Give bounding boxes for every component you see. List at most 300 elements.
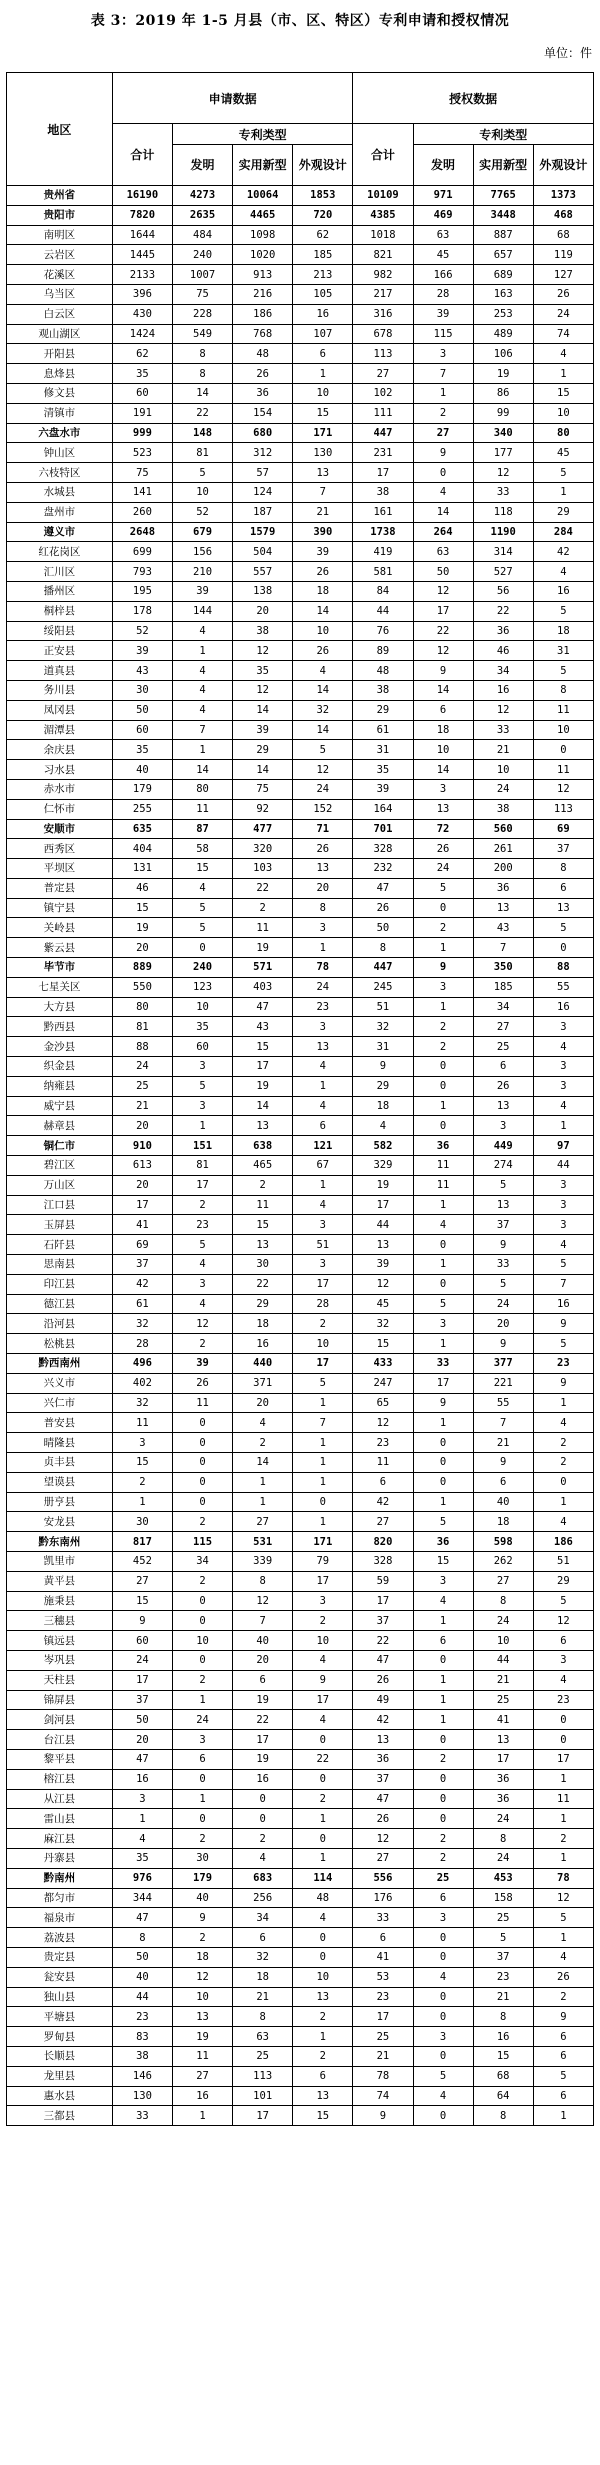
grant-utility-cell: 10 — [473, 1631, 533, 1651]
grant-invention-cell: 18 — [413, 720, 473, 740]
app-invention-cell: 26 — [172, 1373, 232, 1393]
app-utility-cell: 4465 — [233, 205, 293, 225]
grant-design-cell: 17 — [533, 1749, 593, 1769]
grant-utility-cell: 340 — [473, 423, 533, 443]
app-design-cell: 1 — [293, 1472, 353, 1492]
grant-total-cell: 38 — [353, 680, 413, 700]
app-total-cell: 496 — [112, 1354, 172, 1374]
app-total-cell: 131 — [112, 859, 172, 879]
grant-invention-cell: 0 — [413, 1274, 473, 1294]
grant-design-cell: 6 — [533, 2027, 593, 2047]
app-invention-cell: 3 — [172, 1096, 232, 1116]
region-name-cell: 正安县 — [7, 641, 113, 661]
grant-utility-cell: 8 — [473, 1591, 533, 1611]
grant-invention-cell: 4 — [413, 482, 473, 502]
grant-utility-cell: 21 — [473, 1670, 533, 1690]
app-invention-cell: 1 — [172, 641, 232, 661]
app-invention-cell: 2 — [172, 1670, 232, 1690]
grant-design-cell: 42 — [533, 542, 593, 562]
app-total-cell: 21 — [112, 1096, 172, 1116]
region-name-cell: 荔波县 — [7, 1928, 113, 1948]
grant-invention-cell: 0 — [413, 1987, 473, 2007]
grant-total-cell: 1018 — [353, 225, 413, 245]
table-row — [7, 364, 594, 384]
table-row-city-total — [7, 1136, 594, 1156]
grant-total-cell: 39 — [353, 779, 413, 799]
grant-total-cell: 161 — [353, 502, 413, 522]
header-grant-patent-type: 专利类型 — [413, 124, 594, 145]
grant-invention-cell: 11 — [413, 1175, 473, 1195]
app-total-cell: 60 — [112, 720, 172, 740]
grant-utility-cell: 37 — [473, 1947, 533, 1967]
table-row — [7, 601, 594, 621]
app-utility-cell: 1 — [233, 1492, 293, 1512]
region-name-cell: 水城县 — [7, 482, 113, 502]
app-invention-cell: 0 — [172, 1413, 232, 1433]
grant-total-cell: 328 — [353, 839, 413, 859]
grant-invention-cell: 50 — [413, 562, 473, 582]
app-total-cell: 15 — [112, 1591, 172, 1611]
table-row — [7, 443, 594, 463]
table-row-city-total — [7, 819, 594, 839]
app-design-cell: 24 — [293, 977, 353, 997]
app-total-cell: 75 — [112, 463, 172, 483]
app-utility-cell: 320 — [233, 839, 293, 859]
app-utility-cell: 18 — [233, 1314, 293, 1334]
table-row — [7, 1730, 594, 1750]
grant-total-cell: 328 — [353, 1551, 413, 1571]
grant-design-cell: 12 — [533, 1611, 593, 1631]
grant-total-cell: 447 — [353, 958, 413, 978]
app-total-cell: 889 — [112, 958, 172, 978]
region-name-cell: 望谟县 — [7, 1472, 113, 1492]
table-row — [7, 1749, 594, 1769]
grant-utility-cell: 350 — [473, 958, 533, 978]
grant-utility-cell: 21 — [473, 1987, 533, 2007]
app-design-cell: 390 — [293, 522, 353, 542]
app-total-cell: 41 — [112, 1215, 172, 1235]
app-invention-cell: 4 — [172, 661, 232, 681]
region-name-cell: 威宁县 — [7, 1096, 113, 1116]
region-name-cell: 大方县 — [7, 997, 113, 1017]
grant-invention-cell: 0 — [413, 1057, 473, 1077]
grant-total-cell: 12 — [353, 1413, 413, 1433]
grant-design-cell: 4 — [533, 1512, 593, 1532]
app-design-cell: 23 — [293, 997, 353, 1017]
region-name-cell: 平坝区 — [7, 859, 113, 879]
grant-invention-cell: 39 — [413, 304, 473, 324]
app-invention-cell: 1 — [172, 1789, 232, 1809]
app-total-cell: 20 — [112, 1730, 172, 1750]
app-utility-cell: 1 — [233, 1472, 293, 1492]
table-row — [7, 918, 594, 938]
grant-invention-cell: 33 — [413, 1354, 473, 1374]
grant-invention-cell: 25 — [413, 1868, 473, 1888]
grant-total-cell: 47 — [353, 1789, 413, 1809]
app-design-cell: 121 — [293, 1136, 353, 1156]
grant-total-cell: 44 — [353, 1215, 413, 1235]
grant-invention-cell: 7 — [413, 364, 473, 384]
app-total-cell: 817 — [112, 1532, 172, 1552]
app-design-cell: 6 — [293, 344, 353, 364]
table-row — [7, 1710, 594, 1730]
grant-total-cell: 47 — [353, 1650, 413, 1670]
app-design-cell: 2 — [293, 1314, 353, 1334]
header-grant: 授权数据 — [353, 73, 594, 124]
region-name-cell: 黔西县 — [7, 1017, 113, 1037]
app-design-cell: 171 — [293, 1532, 353, 1552]
grant-utility-cell: 253 — [473, 304, 533, 324]
grant-utility-cell: 20 — [473, 1314, 533, 1334]
grant-invention-cell: 4 — [413, 1967, 473, 1987]
app-utility-cell: 312 — [233, 443, 293, 463]
app-utility-cell: 440 — [233, 1354, 293, 1374]
grant-design-cell: 2 — [533, 1987, 593, 2007]
grant-design-cell: 11 — [533, 700, 593, 720]
grant-design-cell: 44 — [533, 1156, 593, 1176]
grant-design-cell: 51 — [533, 1551, 593, 1571]
grant-design-cell: 10 — [533, 403, 593, 423]
grant-invention-cell: 3 — [413, 344, 473, 364]
app-total-cell: 35 — [112, 740, 172, 760]
table-row — [7, 1037, 594, 1057]
region-name-cell: 石阡县 — [7, 1235, 113, 1255]
table-row-city-total — [7, 1532, 594, 1552]
app-invention-cell: 549 — [172, 324, 232, 344]
grant-total-cell: 36 — [353, 1749, 413, 1769]
grant-total-cell: 17 — [353, 2007, 413, 2027]
table-row — [7, 463, 594, 483]
app-total-cell: 19 — [112, 918, 172, 938]
grant-invention-cell: 1 — [413, 1611, 473, 1631]
app-total-cell: 35 — [112, 1848, 172, 1868]
app-total-cell: 910 — [112, 1136, 172, 1156]
app-total-cell: 452 — [112, 1551, 172, 1571]
app-design-cell: 0 — [293, 1492, 353, 1512]
grant-total-cell: 38 — [353, 482, 413, 502]
grant-design-cell: 4 — [533, 1096, 593, 1116]
table-row — [7, 403, 594, 423]
app-invention-cell: 4 — [172, 700, 232, 720]
app-invention-cell: 3 — [172, 1057, 232, 1077]
grant-design-cell: 23 — [533, 1354, 593, 1374]
grant-total-cell: 13 — [353, 1235, 413, 1255]
grant-invention-cell: 72 — [413, 819, 473, 839]
table-row — [7, 581, 594, 601]
app-utility-cell: 101 — [233, 2086, 293, 2106]
grant-design-cell: 284 — [533, 522, 593, 542]
grant-utility-cell: 8 — [473, 2106, 533, 2126]
table-row — [7, 1057, 594, 1077]
app-invention-cell: 0 — [172, 938, 232, 958]
grant-total-cell: 245 — [353, 977, 413, 997]
grant-design-cell: 3 — [533, 1215, 593, 1235]
grant-design-cell: 2 — [533, 1829, 593, 1849]
app-design-cell: 1 — [293, 364, 353, 384]
region-name-cell: 清镇市 — [7, 403, 113, 423]
app-total-cell: 635 — [112, 819, 172, 839]
header-application-total: 合计 — [112, 124, 172, 186]
app-design-cell: 4 — [293, 1710, 353, 1730]
table-row — [7, 2106, 594, 2126]
app-total-cell: 61 — [112, 1294, 172, 1314]
app-design-cell: 78 — [293, 958, 353, 978]
app-utility-cell: 6 — [233, 1928, 293, 1948]
app-total-cell: 430 — [112, 304, 172, 324]
region-name-cell: 仁怀市 — [7, 799, 113, 819]
grant-total-cell: 74 — [353, 2086, 413, 2106]
app-total-cell: 62 — [112, 344, 172, 364]
region-name-cell: 兴义市 — [7, 1373, 113, 1393]
app-utility-cell: 913 — [233, 265, 293, 285]
app-utility-cell: 0 — [233, 1789, 293, 1809]
app-invention-cell: 13 — [172, 2007, 232, 2027]
grant-total-cell: 29 — [353, 1076, 413, 1096]
app-invention-cell: 58 — [172, 839, 232, 859]
grant-invention-cell: 2 — [413, 403, 473, 423]
region-name-cell: 万山区 — [7, 1175, 113, 1195]
table-row-city-total — [7, 1868, 594, 1888]
grant-design-cell: 29 — [533, 1571, 593, 1591]
grant-invention-cell: 12 — [413, 641, 473, 661]
header-grant-design: 外观设计 — [533, 145, 593, 186]
grant-utility-cell: 33 — [473, 482, 533, 502]
grant-utility-cell: 24 — [473, 1809, 533, 1829]
app-design-cell: 14 — [293, 720, 353, 740]
app-design-cell: 0 — [293, 1730, 353, 1750]
table-row — [7, 1809, 594, 1829]
grant-utility-cell: 106 — [473, 344, 533, 364]
grant-design-cell: 12 — [533, 1888, 593, 1908]
app-design-cell: 3 — [293, 1591, 353, 1611]
app-design-cell: 0 — [293, 1947, 353, 1967]
grant-design-cell: 0 — [533, 740, 593, 760]
region-name-cell: 长顺县 — [7, 2046, 113, 2066]
app-design-cell: 13 — [293, 1037, 353, 1057]
table-row — [7, 1492, 594, 1512]
region-name-cell: 普安县 — [7, 1413, 113, 1433]
grant-utility-cell: 68 — [473, 2066, 533, 2086]
app-design-cell: 1 — [293, 2027, 353, 2047]
app-utility-cell: 638 — [233, 1136, 293, 1156]
table-row — [7, 898, 594, 918]
region-name-cell: 播州区 — [7, 581, 113, 601]
grant-invention-cell: 0 — [413, 1650, 473, 1670]
app-utility-cell: 371 — [233, 1373, 293, 1393]
table-row — [7, 245, 594, 265]
grant-design-cell: 74 — [533, 324, 593, 344]
grant-design-cell: 5 — [533, 1591, 593, 1611]
grant-invention-cell: 27 — [413, 423, 473, 443]
grant-design-cell: 1 — [533, 1492, 593, 1512]
grant-total-cell: 102 — [353, 383, 413, 403]
app-invention-cell: 8 — [172, 344, 232, 364]
grant-total-cell: 31 — [353, 740, 413, 760]
app-design-cell: 1 — [293, 1393, 353, 1413]
region-name-cell: 织金县 — [7, 1057, 113, 1077]
region-name-cell: 都匀市 — [7, 1888, 113, 1908]
grant-total-cell: 821 — [353, 245, 413, 265]
app-invention-cell: 80 — [172, 779, 232, 799]
app-total-cell: 344 — [112, 1888, 172, 1908]
grant-design-cell: 3 — [533, 1057, 593, 1077]
grant-total-cell: 581 — [353, 562, 413, 582]
grant-utility-cell: 689 — [473, 265, 533, 285]
grant-design-cell: 5 — [533, 1908, 593, 1928]
app-design-cell: 7 — [293, 482, 353, 502]
region-name-cell: 罗甸县 — [7, 2027, 113, 2047]
table-row-city-total — [7, 958, 594, 978]
app-utility-cell: 531 — [233, 1532, 293, 1552]
app-design-cell: 18 — [293, 581, 353, 601]
app-design-cell: 15 — [293, 2106, 353, 2126]
app-design-cell: 13 — [293, 463, 353, 483]
table-row — [7, 1571, 594, 1591]
grant-invention-cell: 0 — [413, 1235, 473, 1255]
grant-total-cell: 33 — [353, 1908, 413, 1928]
region-name-cell: 西秀区 — [7, 839, 113, 859]
app-total-cell: 999 — [112, 423, 172, 443]
region-name-cell: 观山湖区 — [7, 324, 113, 344]
grant-total-cell: 78 — [353, 2066, 413, 2086]
region-name-cell: 晴隆县 — [7, 1433, 113, 1453]
region-name-cell: 红花岗区 — [7, 542, 113, 562]
region-name-cell: 凤冈县 — [7, 700, 113, 720]
app-utility-cell: 17 — [233, 2106, 293, 2126]
app-utility-cell: 22 — [233, 1274, 293, 1294]
app-design-cell: 4 — [293, 1650, 353, 1670]
app-total-cell: 2 — [112, 1472, 172, 1492]
grant-total-cell: 6 — [353, 1928, 413, 1948]
grant-total-cell: 11 — [353, 1453, 413, 1473]
app-total-cell: 793 — [112, 562, 172, 582]
app-utility-cell: 30 — [233, 1255, 293, 1275]
grant-invention-cell: 9 — [413, 1393, 473, 1413]
table-row — [7, 1453, 594, 1473]
grant-invention-cell: 36 — [413, 1532, 473, 1552]
table-row — [7, 1195, 594, 1215]
header-application-invention: 发明 — [172, 145, 232, 186]
grant-design-cell: 15 — [533, 383, 593, 403]
app-design-cell: 6 — [293, 1116, 353, 1136]
grant-invention-cell: 9 — [413, 958, 473, 978]
grant-total-cell: 678 — [353, 324, 413, 344]
region-name-cell: 贞丰县 — [7, 1453, 113, 1473]
app-total-cell: 976 — [112, 1868, 172, 1888]
app-invention-cell: 30 — [172, 1848, 232, 1868]
grant-utility-cell: 657 — [473, 245, 533, 265]
grant-total-cell: 51 — [353, 997, 413, 1017]
grant-invention-cell: 3 — [413, 1314, 473, 1334]
region-name-cell: 桐梓县 — [7, 601, 113, 621]
table-row — [7, 1472, 594, 1492]
grant-design-cell: 37 — [533, 839, 593, 859]
app-total-cell: 23 — [112, 2007, 172, 2027]
region-name-cell: 黎平县 — [7, 1749, 113, 1769]
region-name-cell: 三都县 — [7, 2106, 113, 2126]
app-total-cell: 50 — [112, 1947, 172, 1967]
app-utility-cell: 683 — [233, 1868, 293, 1888]
grant-design-cell: 4 — [533, 562, 593, 582]
app-design-cell: 51 — [293, 1235, 353, 1255]
app-invention-cell: 10 — [172, 482, 232, 502]
app-utility-cell: 124 — [233, 482, 293, 502]
app-utility-cell: 339 — [233, 1551, 293, 1571]
app-total-cell: 178 — [112, 601, 172, 621]
grant-total-cell: 32 — [353, 1314, 413, 1334]
grant-invention-cell: 0 — [413, 1076, 473, 1096]
grant-invention-cell: 0 — [413, 1730, 473, 1750]
grant-invention-cell: 14 — [413, 680, 473, 700]
table-row — [7, 1551, 594, 1571]
app-invention-cell: 10 — [172, 997, 232, 1017]
grant-utility-cell: 21 — [473, 1433, 533, 1453]
app-design-cell: 10 — [293, 383, 353, 403]
region-name-cell: 碧江区 — [7, 1156, 113, 1176]
grant-design-cell: 10 — [533, 720, 593, 740]
table-row — [7, 265, 594, 285]
grant-total-cell: 26 — [353, 1670, 413, 1690]
app-total-cell: 52 — [112, 621, 172, 641]
table-row — [7, 997, 594, 1017]
app-total-cell: 81 — [112, 1017, 172, 1037]
grant-invention-cell: 2 — [413, 1017, 473, 1037]
app-invention-cell: 4 — [172, 1255, 232, 1275]
app-design-cell: 4 — [293, 1195, 353, 1215]
grant-utility-cell: 13 — [473, 898, 533, 918]
app-total-cell: 523 — [112, 443, 172, 463]
app-design-cell: 720 — [293, 205, 353, 225]
app-total-cell: 11 — [112, 1413, 172, 1433]
grant-utility-cell: 9 — [473, 1235, 533, 1255]
grant-total-cell: 27 — [353, 1848, 413, 1868]
page-title: 表 3：2019 年 1-5 月县（市、区、特区）专利申请和授权情况 — [90, 13, 510, 29]
app-total-cell: 130 — [112, 2086, 172, 2106]
grant-invention-cell: 3 — [413, 977, 473, 997]
app-utility-cell: 27 — [233, 1512, 293, 1532]
app-invention-cell: 3 — [172, 1274, 232, 1294]
grant-utility-cell: 13 — [473, 1195, 533, 1215]
app-utility-cell: 2 — [233, 1175, 293, 1195]
app-utility-cell: 11 — [233, 918, 293, 938]
grant-utility-cell: 6 — [473, 1472, 533, 1492]
app-total-cell: 32 — [112, 1314, 172, 1334]
grant-invention-cell: 9 — [413, 661, 473, 681]
app-invention-cell: 0 — [172, 1472, 232, 1492]
grant-utility-cell: 36 — [473, 1769, 533, 1789]
grant-total-cell: 84 — [353, 581, 413, 601]
grant-total-cell: 42 — [353, 1492, 413, 1512]
app-total-cell: 37 — [112, 1255, 172, 1275]
app-invention-cell: 19 — [172, 2027, 232, 2047]
region-name-cell: 普定县 — [7, 878, 113, 898]
app-utility-cell: 16 — [233, 1334, 293, 1354]
app-total-cell: 1644 — [112, 225, 172, 245]
grant-design-cell: 8 — [533, 859, 593, 879]
grant-design-cell: 8 — [533, 680, 593, 700]
app-invention-cell: 0 — [172, 1809, 232, 1829]
app-invention-cell: 0 — [172, 1769, 232, 1789]
app-invention-cell: 35 — [172, 1017, 232, 1037]
app-invention-cell: 148 — [172, 423, 232, 443]
app-invention-cell: 1 — [172, 740, 232, 760]
region-name-cell: 兴仁市 — [7, 1393, 113, 1413]
grant-design-cell: 45 — [533, 443, 593, 463]
app-design-cell: 1 — [293, 1453, 353, 1473]
app-utility-cell: 75 — [233, 779, 293, 799]
grant-invention-cell: 0 — [413, 898, 473, 918]
grant-invention-cell: 14 — [413, 760, 473, 780]
